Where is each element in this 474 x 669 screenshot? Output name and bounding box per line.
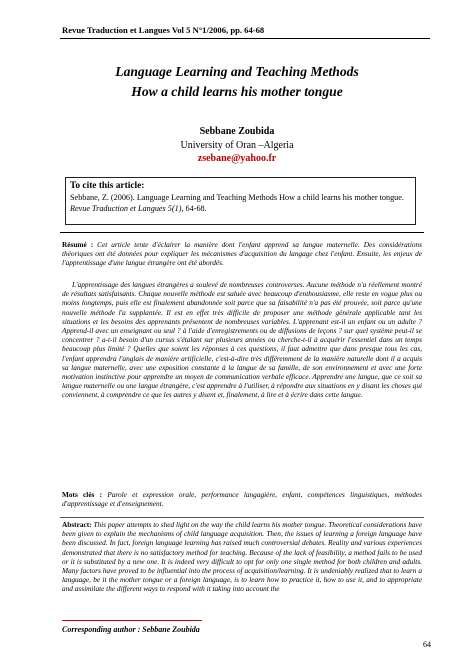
citation-box bbox=[65, 177, 416, 225]
corresponding-author: Corresponding author : Sebbane Zoubida bbox=[62, 625, 200, 634]
abstract-separator-rule bbox=[60, 517, 424, 518]
abstract-top-rule bbox=[60, 232, 424, 233]
keywords-text: Parole et expression orale, performance langagière, enfant, compétences linguistiques, méthodes d'apprentissage et d'enseignement. bbox=[62, 490, 422, 509]
journal-header: Revue Traduction et Langues Vol 5 N°1/2006, pp. 64-68 bbox=[62, 25, 265, 35]
page-number: 64 bbox=[423, 640, 431, 649]
resume-paragraph bbox=[62, 240, 422, 268]
title-line-1: Language Learning and Teaching Methods bbox=[115, 64, 359, 79]
author-affiliation: University of Oran –Algeria bbox=[180, 140, 294, 151]
keywords-label: Mots clés : bbox=[62, 490, 103, 499]
header-rule bbox=[60, 38, 430, 39]
abstract-paragraph bbox=[62, 520, 422, 594]
keywords-paragraph bbox=[62, 490, 422, 508]
footnote-rule bbox=[62, 620, 202, 621]
abstract-text: This paper attempts to shed light on the way the child learns his mother tongue. Theoretical considerations have been given to explain the mechanisms of child language acquisition. Then, the issues of learning a foreign language have been discussed. In fact, foreign language learning has raised much controversial debates. Reality and various experiences demonstrated that there is no satisfactory method for teaching. Because of the lack of feasibility, a method fails to be used or it is substituted by a new one. It is indeed very difficult to opt for only one single method for both children and adults. Many factors have proved to be influential into the process of acquisition/learning. It is undeniably realized that to learn a language, be it the mother tongue or a foreign language, is to learn how to practice it, how to use it, and to appropriate and assimilate the different ways to respond with it taking into account the bbox=[62, 520, 423, 594]
resume-paragraph-2: L'apprentissage des langues étrangères a soulevé de nombreuses controverses. Aucune méthode n'a réellement montré de résultats satisfaisants. Chaque nouvelle méthode est saluée avec beaucoup d'enthousiasme, elle reste en vogue plus ou moins longtemps, puis elle est finalement abandonnée soit parce que sa faisabilité n'a pas été prouvée, soit parce qu'une nouvelle méthode l'a supplantée. Il est en effet très difficile de proposer une méthode générale applicable tant les situations et les besoins des apprenants présentent de nombreuses variables. L'apprenant est-il un enfant ou un adulte ? Apprend-il avec un enseignant ou seul ? à l'aide d'enregistrements ou de diffusions de leçons ? sur quel système peut-il se concentrer ? a-t-il besoin d'un cursus s'étalant sur plusieurs années ou cherche-t-il à acquérir l'essentiel dans un temps beaucoup plus limité ? Quelles que soient les réponses à ces questions, il faut admettre que dans presque tous les cas, l'enfant apprendra l'anglais de manière artificielle, c'est-à-dire très différemment de la manière naturelle dont il a acquis sa langue maternelle, avec une exposition constante à la langue de sa famille, de son environnement et avec une forte motivation instinctive pour apprendre un moyen de communication verbale efficace. Apprendre une langue, que ce soit sa langue maternelle ou une langue étrangère, c'est apprendre à l'utiliser, à répondre aux situations en y disant les choses qui conviennent, à comprendre ce que les autres y disent et, finalement, à lire et à écrire dans cette langue. bbox=[62, 280, 422, 400]
author-email-link[interactable]: zsebane@yahoo.fr bbox=[197, 153, 277, 164]
citation-text bbox=[70, 193, 411, 214]
resume-label: Résumé : bbox=[62, 240, 94, 249]
title-line-2: How a child learns his mother tongue bbox=[131, 84, 343, 99]
citation-heading: To cite this article: bbox=[70, 181, 145, 191]
citation-pages: , 64-68. bbox=[181, 203, 207, 213]
citation-text-plain: Sebbane, Z. (2006). Language Learning and Teaching Methods How a child learns his mother tongue. bbox=[70, 193, 404, 202]
abstract-label: Abstract: bbox=[62, 520, 92, 529]
resume-text: Cet article tente d'éclairer la manière dont l'enfant apprend sa langue maternelle. Des considérations théoriques ont été données pour expliquer les mécanismes d'acquisition du langage chez l'enfant. Ensuite, les enjeux de l'apprentissage d'une langue étrangère ont été abordés. bbox=[62, 240, 422, 268]
citation-journal: Revue Traduction et Langues 5(1) bbox=[70, 203, 182, 213]
author-name: Sebbane Zoubida bbox=[199, 126, 275, 137]
